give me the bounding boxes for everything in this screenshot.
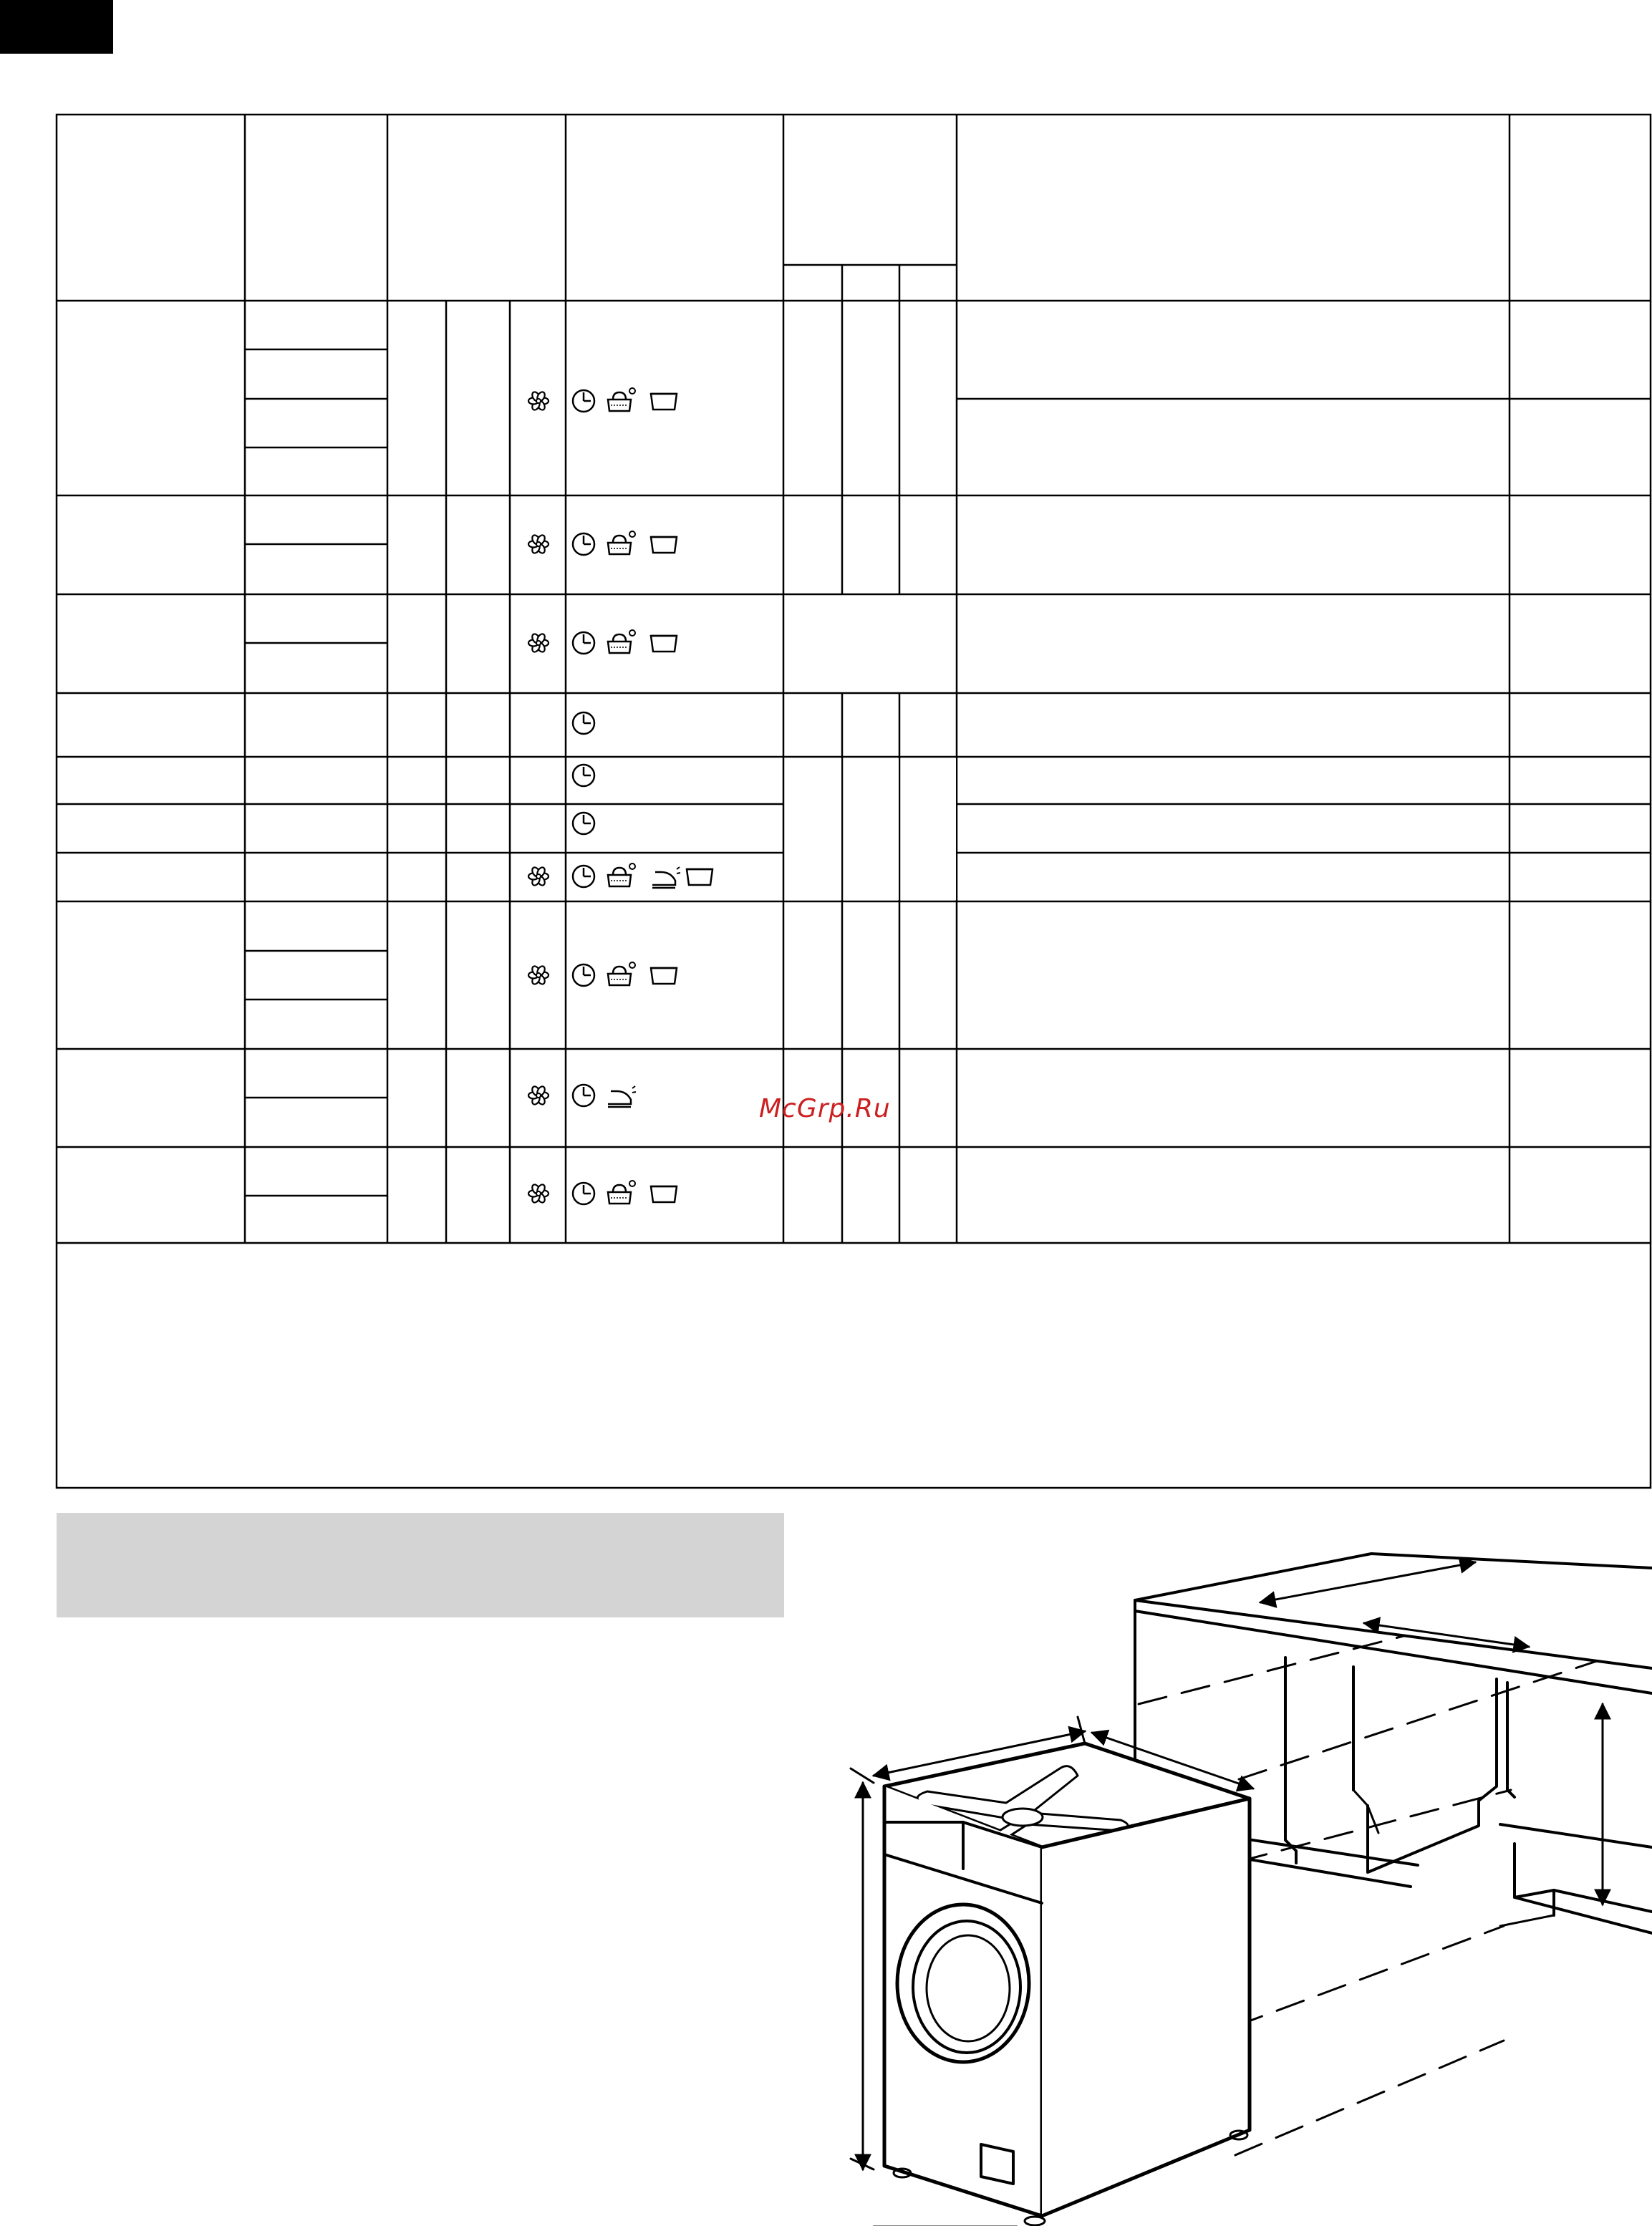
- timer-icon: [573, 712, 594, 734]
- flower-icon: [528, 1184, 549, 1204]
- basin-icon: [651, 1186, 677, 1202]
- timer-icon: [573, 964, 594, 986]
- timer-icon: [573, 390, 594, 412]
- basin-icon: [651, 394, 677, 410]
- flower-icon: [528, 391, 549, 412]
- basin-icon: [687, 869, 713, 885]
- flower-icon: [528, 534, 549, 555]
- detergent-icon: [608, 863, 635, 886]
- timer-icon: [573, 533, 594, 555]
- flower-icon: [528, 1085, 549, 1106]
- iron-icon: [652, 867, 680, 888]
- timer-icon: [573, 1183, 594, 1204]
- detergent-icon: [608, 962, 635, 985]
- flower-icon: [528, 866, 549, 887]
- timer-icon: [573, 1085, 594, 1106]
- watermark: McGrp.Ru: [759, 1094, 891, 1123]
- installation-diagram: [838, 1539, 1652, 2226]
- basin-icon: [651, 636, 677, 652]
- timer-icon: [573, 765, 594, 786]
- detergent-icon: [608, 630, 635, 653]
- flower-icon: [528, 633, 549, 654]
- timer-icon: [573, 632, 594, 654]
- timer-icon: [573, 866, 594, 887]
- iron-icon: [608, 1086, 636, 1107]
- basin-icon: [651, 537, 677, 553]
- timer-icon: [573, 813, 594, 834]
- basin-icon: [651, 968, 677, 984]
- detergent-icon: [608, 1181, 635, 1204]
- detergent-icon: [608, 531, 635, 554]
- flower-icon: [528, 965, 549, 986]
- grey-info-panel: [57, 1513, 784, 1617]
- detergent-icon: [608, 388, 635, 411]
